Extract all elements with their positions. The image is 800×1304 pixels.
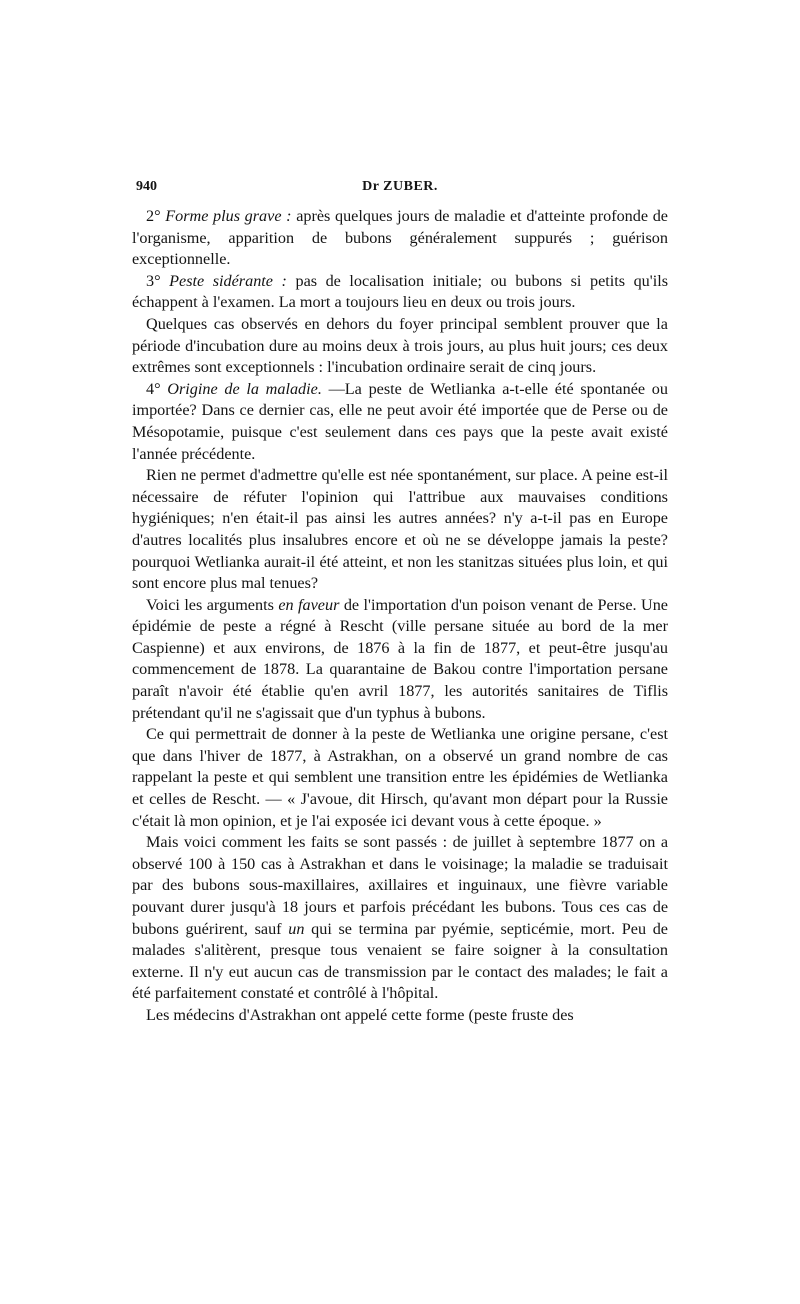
paragraph-importation: Voici les arguments en faveur de l'importation d'un poison venant de Perse. Une épidémie de peste a régné à Rescht (ville persane située au bord de la mer Caspienne) et aux environs, de 1876 à la fin de 1877, et peut-être jusqu'au commencement de 1878. La quarantaine de Bakou contre l'importation persane paraît n'avoir été établie qu'en avril 1877, les autorités sanitaires de Tiflis prétendant qu'il ne s'agissait que d'un typhus à bubons.: [132, 595, 668, 722]
running-header: [132, 176, 668, 198]
paragraph-spontanee: Rien ne permet d'admettre qu'elle est née spontanément, sur place. A peine est-il nécessaire de réfuter l'opinion qui l'attribue aux mauvaises conditions hygiéniques; n'en était-il pas ainsi les autres années? n'y a-t-il pas en Europe d'autres localités plus insalubres encore et où ne se développe jamais la peste? pourquoi Wetlianka aurait-il été atteint, et non les stanitzas situées plus loin, et qui sont encore plus mal tenues?: [132, 466, 668, 593]
author-header: Dr ZUBER.: [362, 179, 438, 194]
paragraph-origine-persane: Ce qui permettrait de donner à la peste de Wetlianka une origine persane, c'est que dans l'hiver de 1877, à Astrakhan, on a observé un grand nombre de cas rappelant la peste et qui semblent une transition entre les épidémies de Wetlianka et celles de Rescht. — « J'avoue, dit Hirsch, qu'avant mon départ pour la Russie c'était là mon opinion, et je l'ai exposée ici devant vous à cette époque. »: [132, 725, 668, 830]
paragraph-origine-maladie: 4° Origine de la maladie. —La peste de Wetlianka a-t-elle été spontanée ou importée? Dans ce dernier cas, elle ne peut avoir été importée que de Perse ou de Mésopotamie, puisque c'est seulement dans ces pays que la peste avait existé l'année précédente.: [132, 379, 668, 463]
paragraph-incubation: Quelques cas observés en dehors du foyer principal semblent prouver que la période d'incubation dure au moins deux à trois jours, au plus huit jours; ces deux extrêmes sont exceptionnels : l'incubation ordinaire serait de cinq jours.: [132, 314, 668, 377]
paragraph-medecins-astrakhan: Les médecins d'Astrakhan ont appelé cette forme (peste fruste des: [146, 1005, 574, 1024]
paragraph-astrakhan-faits: Mais voici comment les faits se sont passés : de juillet à septembre 1877 on a observé 100 à 150 cas à Astrakhan et dans le voisinage; la maladie se traduisait par des bubons sous-maxillaires, axillaires et inguinaux, une fièvre variable pouvant durer jusqu'à 18 jours et parfois précédant les bubons. Tous ces cas de bubons guérirent, sauf un qui se termina par pyémie, septicémie, mort. Peu de malades s'alitèrent, presque tous venaient se faire soigner à la consultation externe. Il n'y eut aucun cas de transmission par le contact des malades; le fait a été parfaitement constaté et contrôlé à l'hôpital.: [132, 833, 668, 1003]
book-page: [132, 176, 668, 1027]
page-number: 940: [136, 179, 157, 194]
paragraph-peste-siderante: 3° Peste sidérante : pas de localisation initiale; ou bubons si petits qu'ils échappent à l'examen. La mort a toujours lieu en deux ou trois jours.: [132, 271, 668, 312]
paragraph-forme-grave: 2° Forme plus grave : après quelques jours de maladie et d'atteinte profonde de l'organisme, apparition de bubons généralement suppurés ; guérison exceptionnelle.: [132, 207, 668, 269]
